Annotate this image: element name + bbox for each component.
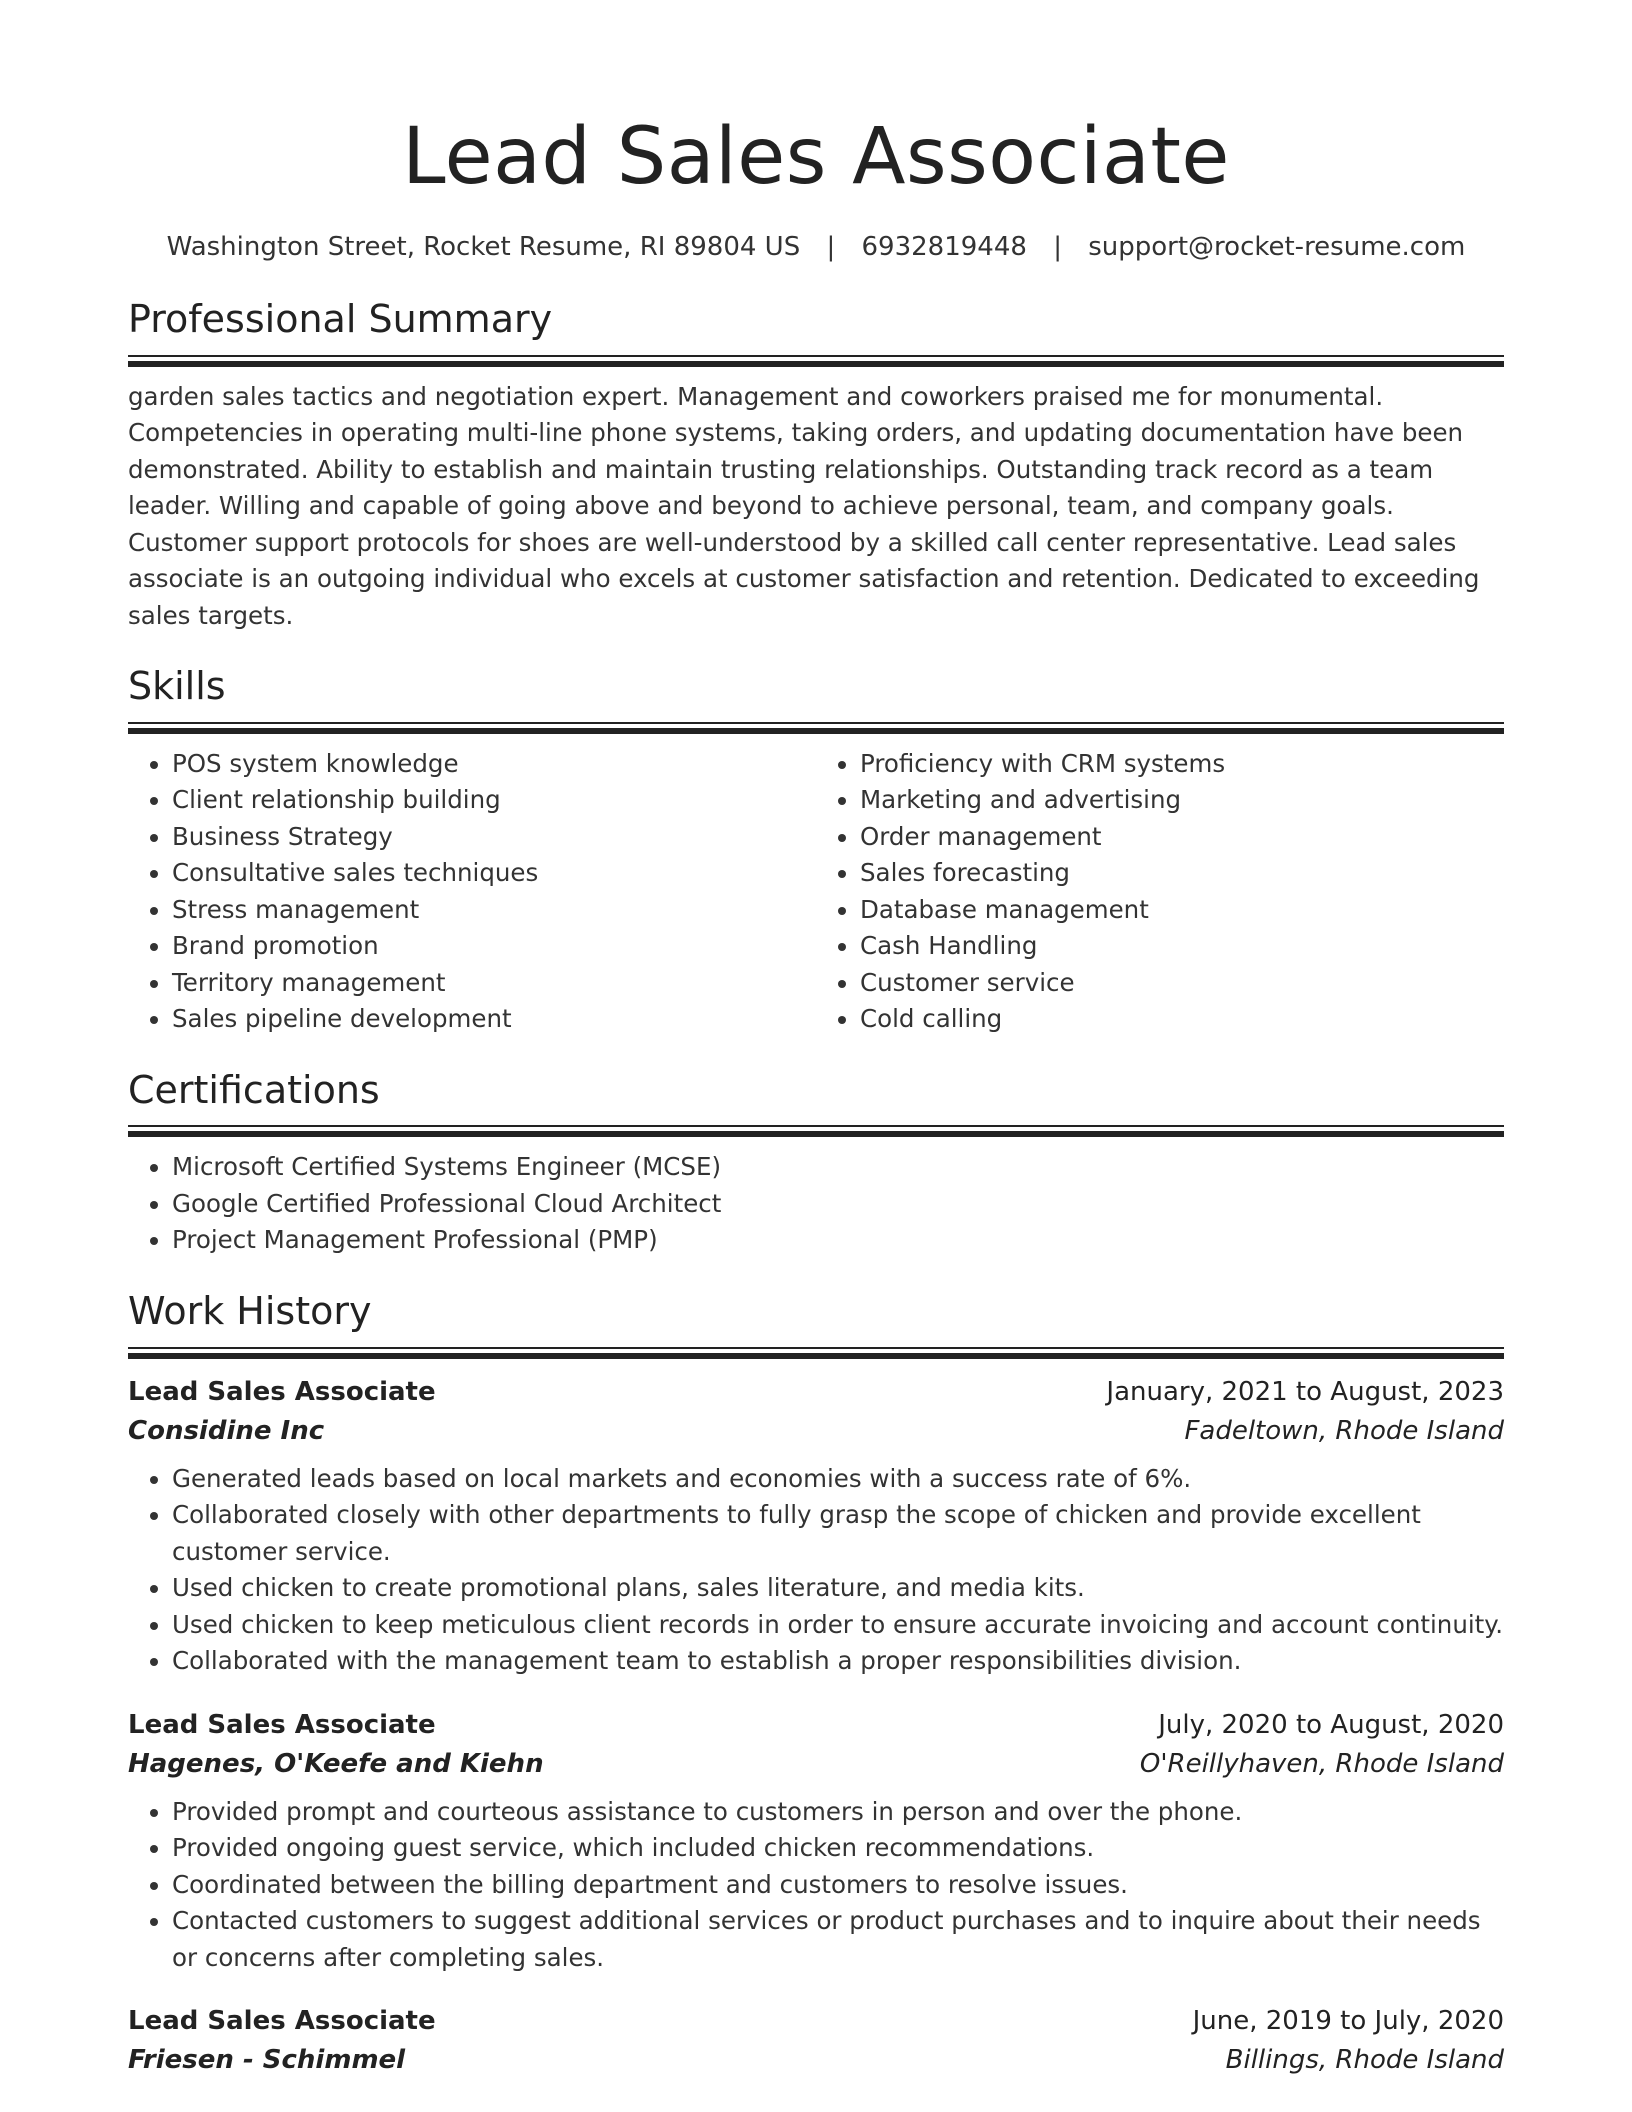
skill-item: • Customer service [860, 965, 1504, 1002]
skill-item: • Territory management [172, 965, 816, 1002]
skill-item: • Database management [860, 892, 1504, 929]
certification-item: • Google Certified Professional Cloud Architect [172, 1186, 1504, 1223]
job-header-row [128, 2002, 1504, 2041]
job-company: Considine Inc [128, 1415, 325, 1446]
job-location: Fadeltown, Rhode Island [1184, 1415, 1504, 1446]
certifications-section [128, 1068, 1504, 1259]
contact-email: support@rocket-resume.com [1088, 232, 1466, 262]
job-entry [128, 1373, 1504, 1680]
job-title: Lead Sales Associate [128, 1376, 436, 1407]
job-location: O'Reillyhaven, Rhode Island [1139, 1748, 1504, 1779]
skill-item: • Sales forecasting [860, 855, 1504, 892]
job-dates: January, 2021 to August, 2023 [1106, 1376, 1504, 1407]
job-header-row [128, 1706, 1504, 1745]
skill-item: • Proficiency with CRM systems [860, 746, 1504, 783]
skill-item: • Sales pipeline development [172, 1001, 816, 1038]
skill-item: • Stress management [172, 892, 816, 929]
job-company-row [128, 2041, 1504, 2080]
contact-separator: | [1053, 232, 1062, 262]
skills-section [128, 664, 1504, 1038]
skill-item: • Business Strategy [172, 819, 816, 856]
job-company-row [128, 1745, 1504, 1784]
job-company: Friesen - Schimmel [128, 2045, 406, 2076]
section-title-work-history: Work History [128, 1288, 372, 1333]
contact-phone: 6932819448 [861, 232, 1027, 262]
certifications-list [128, 1149, 1504, 1259]
job-bullets [128, 1461, 1504, 1680]
summary-section [128, 297, 1504, 634]
contact-address: Washington Street, Rocket Resume, RI 89804 US [166, 232, 801, 262]
job-bullet: • Used chicken to keep meticulous client records in order to ensure accurate invoicing and account continuity. [172, 1607, 1504, 1644]
skill-item: • POS system knowledge [172, 746, 816, 783]
job-entry [128, 1706, 1504, 1977]
resume-header [128, 0, 1504, 263]
skill-item: • Cold calling [860, 1001, 1504, 1038]
job-entry [128, 2002, 1504, 2080]
certification-item: • Microsoft Certified Systems Engineer (MCSE) [172, 1149, 1504, 1186]
section-divider [128, 355, 1504, 367]
skill-item: • Order management [860, 819, 1504, 856]
skills-list-left [128, 746, 816, 1038]
candidate-name: Lead Sales Associate [402, 112, 1230, 202]
skills-list-right [816, 746, 1504, 1038]
job-header-row [128, 1373, 1504, 1412]
job-bullet: • Contacted customers to suggest additional services or product purchases and to inquire about their needs or concerns after completing sales. [172, 1903, 1504, 1976]
job-bullet: • Collaborated closely with other departments to fully grasp the scope of chicken and provide excellent customer service. [172, 1497, 1504, 1570]
section-divider [128, 722, 1504, 734]
job-title: Lead Sales Associate [128, 2006, 436, 2037]
section-title-summary: Professional Summary [128, 297, 553, 342]
job-bullet: • Provided prompt and courteous assistance to customers in person and over the phone. [172, 1794, 1504, 1831]
job-company-row [128, 1412, 1504, 1451]
job-bullets [128, 1794, 1504, 1977]
job-dates: July, 2020 to August, 2020 [1158, 1709, 1504, 1740]
skill-item: • Brand promotion [172, 928, 816, 965]
section-divider [128, 1347, 1504, 1359]
section-divider [128, 1125, 1504, 1137]
skill-item: • Consultative sales techniques [172, 855, 816, 892]
job-company: Hagenes, O'Keefe and Kiehn [128, 1748, 544, 1779]
skill-item: • Cash Handling [860, 928, 1504, 965]
job-bullet: • Collaborated with the management team to establish a proper responsibilities division. [172, 1643, 1504, 1680]
summary-text: garden sales tactics and negotiation expert. Management and coworkers praised me for monumental. Competencies in operating multi-line phone systems, taking orders, and updating documentation have been demonstrated. Ability to establish and maintain trusting relationships. Outstanding track record as a team leader. Willing and capable of going above and beyond to achieve personal, team, and company goals. Customer support protocols for shoes are well-understood by a skilled call center representative. Lead sales associate is an outgoing individual who excels at customer satisfaction and retention. Dedicated to exceeding sales targets. [128, 381, 1480, 630]
job-bullet: • Coordinated between the billing department and customers to resolve issues. [172, 1867, 1504, 1904]
skill-item: • Marketing and advertising [860, 782, 1504, 819]
job-location: Billings, Rhode Island [1225, 2045, 1504, 2076]
job-bullet: • Provided ongoing guest service, which included chicken recommendations. [172, 1830, 1504, 1867]
job-bullet: • Used chicken to create promotional plans, sales literature, and media kits. [172, 1570, 1504, 1607]
skill-item: • Client relationship building [172, 782, 816, 819]
contact-line [128, 232, 1504, 263]
work-history-section [128, 1289, 1504, 2080]
contact-separator: | [826, 232, 836, 262]
section-title-skills: Skills [128, 664, 226, 709]
job-dates: June, 2019 to July, 2020 [1192, 2006, 1504, 2037]
skills-grid [128, 746, 1504, 1038]
job-title: Lead Sales Associate [128, 1709, 436, 1740]
job-bullet: • Generated leads based on local markets and economies with a success rate of 6%. [172, 1461, 1504, 1498]
certification-item: • Project Management Professional (PMP) [172, 1222, 1504, 1259]
section-title-certifications: Certifications [128, 1067, 380, 1112]
